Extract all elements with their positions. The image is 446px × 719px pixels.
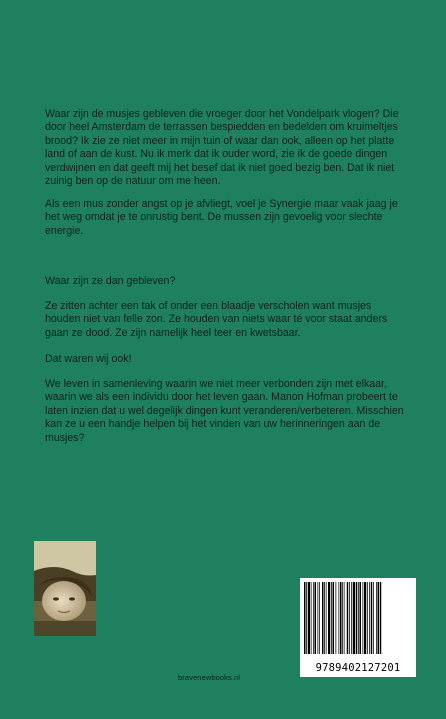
barcode-bar — [318, 582, 319, 654]
barcode-bar — [378, 582, 380, 654]
barcode-bar — [311, 582, 312, 654]
blurb-paragraph-2: Als een mus zonder angst op je afvliegt, voel je Synergie maar vaak jaag je het weg omdat je te onrustig bent. De mussen zijn gevoelig voor slechte energie. — [45, 198, 398, 237]
barcode-bar — [369, 582, 370, 654]
barcode-bar — [360, 582, 362, 654]
barcode-bar — [339, 582, 340, 654]
barcode-bar — [304, 582, 306, 654]
barcode-bar — [324, 582, 325, 654]
barcode-bar — [306, 582, 307, 654]
barcode-bar — [376, 582, 377, 654]
barcode-bar — [363, 582, 364, 654]
barcode-bar — [380, 582, 382, 654]
barcode-bar — [315, 582, 317, 654]
barcode-bar — [313, 582, 314, 654]
barcode-bar — [340, 582, 342, 654]
barcode-bar — [328, 582, 330, 654]
barcode-bar — [322, 582, 324, 654]
blurb-paragraph-6: We leven in samenleving waarin we niet meer verbonden zijn met elkaar, waarin we als een individu door het leven gaan. Manon Hofman probeert te laten inzien dat u wel degelijk dingen kunt veranderen/verbeteren. Misschien kan ze u een handje helpen bij het vinden van uw herinneringen aan de musjes? — [45, 378, 404, 444]
barcode-bar — [367, 582, 368, 654]
barcode-bar — [344, 582, 345, 654]
barcode-bar — [331, 582, 332, 654]
barcode-bar — [308, 582, 310, 654]
barcode-bar — [342, 582, 343, 654]
barcode-bar — [336, 582, 337, 654]
publisher-name: bravenewbooks.nl — [178, 673, 241, 682]
barcode-bar — [326, 582, 327, 654]
isbn-barcode — [300, 578, 416, 677]
barcode-bar — [353, 582, 355, 654]
barcode-bar — [364, 582, 366, 654]
barcode-bar — [319, 582, 320, 654]
barcode-bars — [300, 578, 416, 658]
barcode-bar — [333, 582, 335, 654]
barcode-bar — [347, 582, 349, 654]
barcode-bar — [351, 582, 352, 654]
blurb-paragraph-3: Waar zijn ze dan gebleven? — [45, 275, 176, 287]
author-photo — [34, 541, 96, 636]
blurb-paragraph-4: Ze zitten achter een tak of onder een blaadje verscholen want musjes houden niet van felle zon. Ze houden van niets waar té voor staat anders gaan ze dood. Ze zijn namelijk heel teer en kwetsbaar. — [45, 300, 388, 339]
blurb-paragraph-5: Dat waren wij ook! — [45, 353, 132, 365]
author-portrait-image — [34, 541, 96, 636]
barcode-bar — [349, 582, 350, 654]
blurb-paragraph-1: Waar zijn de musjes gebleven die vroeger door het Vondelpark vlogen? Die door heel Amsterdam de terrassen bespiedden en bedelden om kruimeltjes brood? Ik zie ze niet meer in mijn tuin of waar dan ook, alleen op het platte land of aan de kust. Nu ik merk dat ik ouder word, zie ik de goede dingen verdwijnen en dat geeft mij het besef dat ik niet goed bezig ben. Dat ik niet zuinig ben op de natuur om me heen. — [45, 108, 399, 188]
barcode-bar — [358, 582, 359, 654]
barcode-bar — [356, 582, 358, 654]
barcode-bar — [373, 582, 374, 654]
isbn-number: 9789402127201 — [315, 662, 401, 674]
barcode-bar — [371, 582, 373, 654]
